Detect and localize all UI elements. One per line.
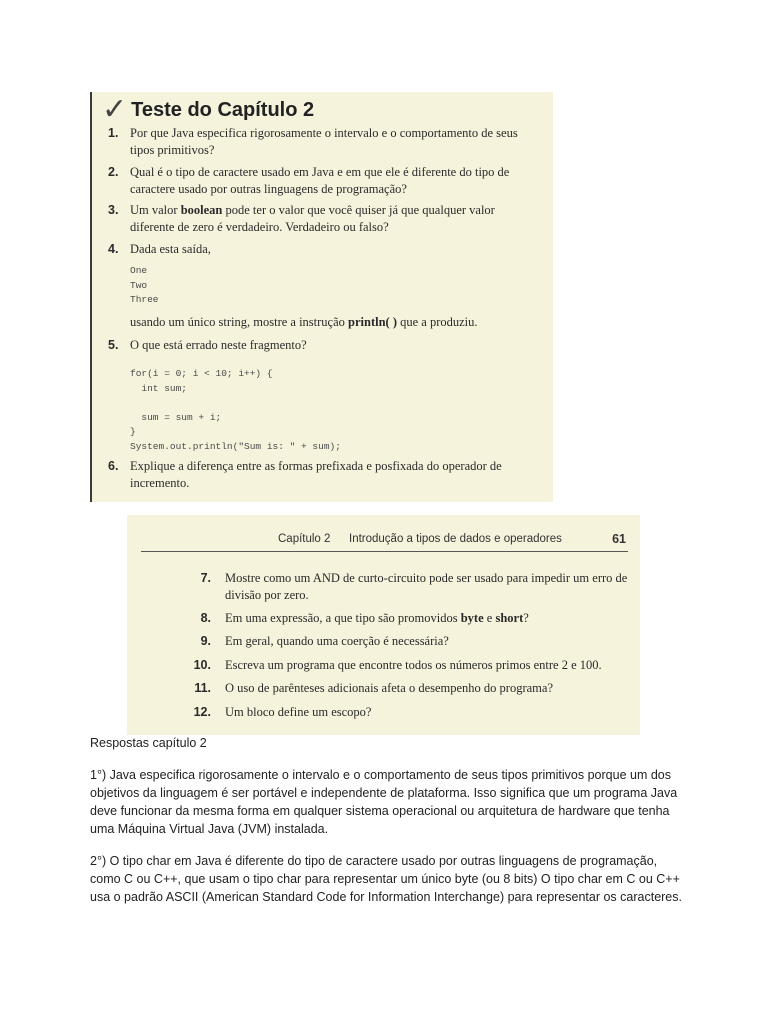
question-4-continuation: usando um único string, mostre a instrução println( ) que a produziu. <box>130 315 478 329</box>
question-6: 6. Explique a diferença entre as formas prefixada e posfixada do operador de incremento. <box>108 459 502 490</box>
answers-section <box>90 734 690 920</box>
output-sample: One Two Three <box>130 265 159 305</box>
question-1: 1. Por que Java especifica rigorosamente o intervalo e o comportamento de seus tipos primitivos? <box>108 126 518 157</box>
answer-1: 1°) Java especifica rigorosamente o intervalo e o comportamento de seus tipos primitivos porque um dos objetivos da linguagem é ser portável e independente de plataforma. Isso significa que um programa Java deve funcionar da mesma forma em qualquer sistema operacional ou arquitetura de hardware que tenha uma Máquina Virtual Java (JVM) instalada. <box>90 768 678 836</box>
question-5: 5. O que está errado neste fragmento? <box>108 338 307 352</box>
question-10: 10. Escreva um programa que encontre todos os números primos entre 2 e 100. <box>193 658 602 672</box>
question-4: 4. Dada esta saída, <box>108 242 211 256</box>
question-7: 7. Mostre como um AND de curto-circuito pode ser usado para impedir um erro de divisão por zero. <box>200 571 628 602</box>
question-12: 12. Um bloco define um escopo? <box>193 705 372 719</box>
question-11: 11. O uso de parênteses adicionais afeta o desempenho do programa? <box>194 681 554 695</box>
page-number: 61 <box>612 532 626 546</box>
chapter-label: Capítulo 2 <box>278 533 331 545</box>
answers-heading: Respostas capítulo 2 <box>90 736 207 750</box>
test-title: Teste do Capítulo 2 <box>131 98 315 121</box>
question-3: 3. Um valor boolean pode ter o valor que você quiser já que qualquer valor diferente de zero é verdadeiro. Verdadeiro ou falso? <box>108 203 495 234</box>
code-fragment: for(i = 0; i < 10; i++) { int sum; sum = sum + i; } System.out.println("Sum is: " + sum); <box>130 368 341 452</box>
question-8: 8. Em uma expressão, a que tipo são promovidos byte e short? <box>200 611 529 625</box>
running-header <box>141 533 628 552</box>
chapter-test-scan-bottom <box>127 515 640 735</box>
question-2: 2. Qual é o tipo de caractere usado em Java e em que ele é diferente do tipo de caractere usado por outras linguagens de programação? <box>108 165 510 196</box>
checkmark-icon: ✓ <box>102 93 128 126</box>
test-heading <box>102 95 314 125</box>
answer-2: 2°) O tipo char em Java é diferente do tipo de caractere usado por outras linguagens de programação, como C ou C++, que usam o tipo char para representar um único byte (ou 8 bits) O tipo char em C ou C++ usa o padrão ASCII (American Standard Code for Information Interchange) para representar os caracteres. <box>90 854 682 904</box>
question-9: 9. Em geral, quando uma coerção é necessária? <box>200 634 449 648</box>
chapter-heading: Introdução a tipos de dados e operadores <box>349 533 562 545</box>
chapter-test-scan-top <box>90 92 553 502</box>
